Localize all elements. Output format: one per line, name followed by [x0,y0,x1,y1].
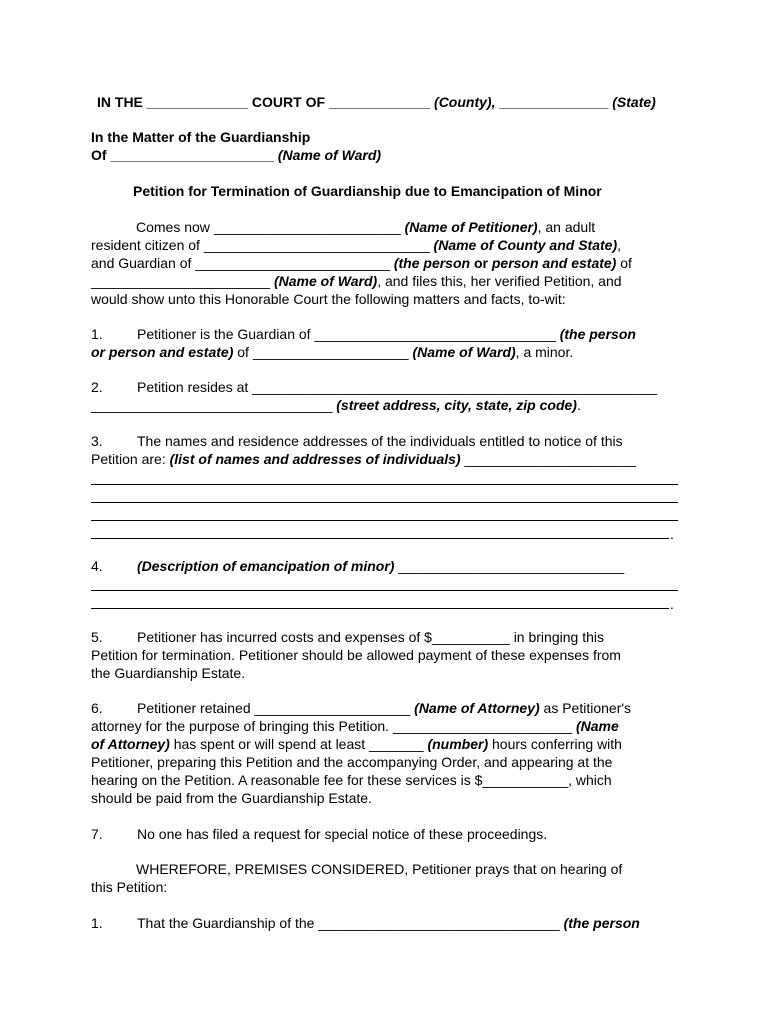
paragraph-1-line-1 [91,325,636,343]
caption-text: In the Matter of the Guardianship [91,129,311,145]
paragraph-5-line-1 [91,628,604,646]
or-text: or [470,255,492,271]
person-label: (the person [393,255,471,271]
emancipation-line-1[interactable] [91,590,678,591]
county-state-label: (Name of County and State) [433,237,618,253]
intro-text: resident citizen of [91,237,200,253]
emancipation-label: (Description of emancipation of minor) [137,558,395,574]
intro-text: Comes now [136,219,210,235]
court-name-blank[interactable]: _____________ [146,94,249,110]
attorney-name-blank[interactable]: ____________________ [254,700,411,716]
paragraph-6-line-2 [91,717,619,735]
paragraph-number: 7. [91,826,103,842]
individuals-label: (list of names and addresses of individuals) [169,451,461,467]
attorney-name-blank-2[interactable]: _______________________ [392,718,573,734]
individuals-line-4[interactable] [91,538,669,539]
guardian-blank[interactable]: _______________________________ [314,326,556,342]
ward-blank[interactable]: ____________________ [252,344,409,360]
state-blank[interactable]: ______________ [499,94,609,110]
paragraph-3-line-2 [91,450,636,468]
intro-line-2 [91,236,621,254]
paragraph-2-line-2 [91,396,581,414]
attorney-label: (Name [575,718,619,734]
emancipation-line-2[interactable] [91,608,669,609]
county-state-blank[interactable]: _____________________________ [203,237,430,253]
paragraph-3-line-1 [91,432,623,450]
caption-line-1 [91,128,310,146]
guardian-of-blank[interactable]: _________________________ [195,255,390,271]
header-in-the: IN THE [97,94,143,110]
attorney-label: (Name of Attorney) [414,700,540,716]
person-estate-label: or person and estate) [91,344,234,360]
paragraph-1-line-2 [91,343,573,361]
end-period: . [670,526,674,542]
person-estate-label: person and estate) [491,255,617,271]
individuals-line-1[interactable] [91,484,678,485]
paragraph-text: Petition are: [91,451,166,467]
paragraph-number: 6. [91,700,103,716]
document-title: Petition for Termination of Guardianship due to Emancipation of Minor [133,183,602,199]
ward-label: (Name of Ward) [277,147,382,163]
paragraph-number: 4. [91,558,103,574]
paragraph-6-line-3 [91,735,622,753]
paragraph-text: No one has filed a request for special notice of these proceedings. [137,826,548,842]
attorney-label: of Attorney) [91,736,170,752]
wherefore-line-2: this Petition: [91,879,168,895]
prayer-1 [91,914,640,932]
intro-line-4 [91,272,622,290]
costs-text: Petitioner has incurred costs and expenses of $__________ in bringing this [137,629,604,645]
paragraph-text: Petitioner is the Guardian of [137,326,311,342]
paragraph-text: as Petitioner's [539,700,632,716]
petitioner-label: (Name of Petitioner) [404,219,538,235]
wherefore-line-1: WHEREFORE, PREMISES CONSIDERED, Petitioner prays that on hearing of [136,861,623,877]
caption-of: Of [91,147,107,163]
number-label: (number) [427,736,489,752]
paragraph-text: hours conferring with [488,736,622,752]
caption-line-2 [91,146,381,164]
paragraph-number: 3. [91,433,103,449]
paragraph-6-line-1 [91,699,631,717]
individuals-blank[interactable]: ______________________ [464,451,636,467]
address-blank[interactable]: ____________________________________________________ [252,379,658,395]
ward-blank[interactable]: _______________________ [91,273,271,289]
intro-text: , [617,237,622,253]
hours-blank[interactable]: _______ [369,736,424,752]
paragraph-text: has spent or will spend at least [169,736,366,752]
individuals-line-2[interactable] [91,502,678,503]
paragraph-number: 5. [91,629,103,645]
intro-text: of [616,255,632,271]
paragraph-5-line-3: the Guardianship Estate. [91,665,246,681]
intro-text: , an adult [537,219,596,235]
person-label: (the person [563,915,640,931]
court-header [97,93,656,111]
intro-line-5: would show unto this Honorable Court the following matters and facts, to-wit: [91,291,566,307]
paragraph-text: The names and residence addresses of the individuals entitled to notice of this [137,433,623,449]
intro-line-1 [136,218,595,236]
county-blank[interactable]: _____________ [328,94,431,110]
paragraph-4-line-1 [91,557,624,575]
individuals-line-3[interactable] [91,520,678,521]
ward-label: (Name of Ward) [273,273,378,289]
intro-line-3 [91,254,632,272]
paragraph-text: That the Guardianship of the [137,915,315,931]
intro-text: and Guardian of [91,255,192,271]
paragraph-7 [91,825,547,843]
state-label: (State) [612,94,656,110]
paragraph-text: attorney for the purpose of bringing this Petition. [91,718,390,734]
paragraph-text: Petitioner retained [137,700,251,716]
address-blank-2[interactable]: _______________________________ [91,397,333,413]
guardianship-blank[interactable]: _______________________________ [318,915,560,931]
intro-text: , and files this, her verified Petition, and [377,273,622,289]
address-label: (street address, city, state, zip code) [336,397,577,413]
paragraph-number: 1. [91,326,103,342]
emancipation-blank[interactable]: _____________________________ [398,558,625,574]
header-court-of: COURT OF [251,94,326,110]
paragraph-text: Petition resides at [137,379,249,395]
paragraph-number: 2. [91,379,103,395]
petitioner-name-blank[interactable]: ________________________ [213,219,401,235]
paragraph-text: . [576,397,581,413]
ward-name-blank[interactable]: _____________________ [110,147,274,163]
paragraph-6-line-5: hearing on the Petition. A reasonable fee for these services is $___________, which [91,772,612,788]
paragraph-2-line-1 [91,378,657,396]
ward-label: (Name of Ward) [412,344,516,360]
paragraph-number: 1. [91,915,103,931]
person-label: (the person [559,326,636,342]
county-label: (County), [434,94,496,110]
end-period: . [670,596,674,612]
paragraph-text: , a minor. [515,344,574,360]
paragraph-5-line-2: Petition for termination. Petitioner should be allowed payment of these expenses from [91,647,621,663]
paragraph-6-line-4: Petitioner, preparing this Petition and the accompanying Order, and appearing at the [91,754,613,770]
paragraph-6-line-6: should be paid from the Guardianship Estate. [91,790,372,806]
paragraph-text: of [233,344,249,360]
